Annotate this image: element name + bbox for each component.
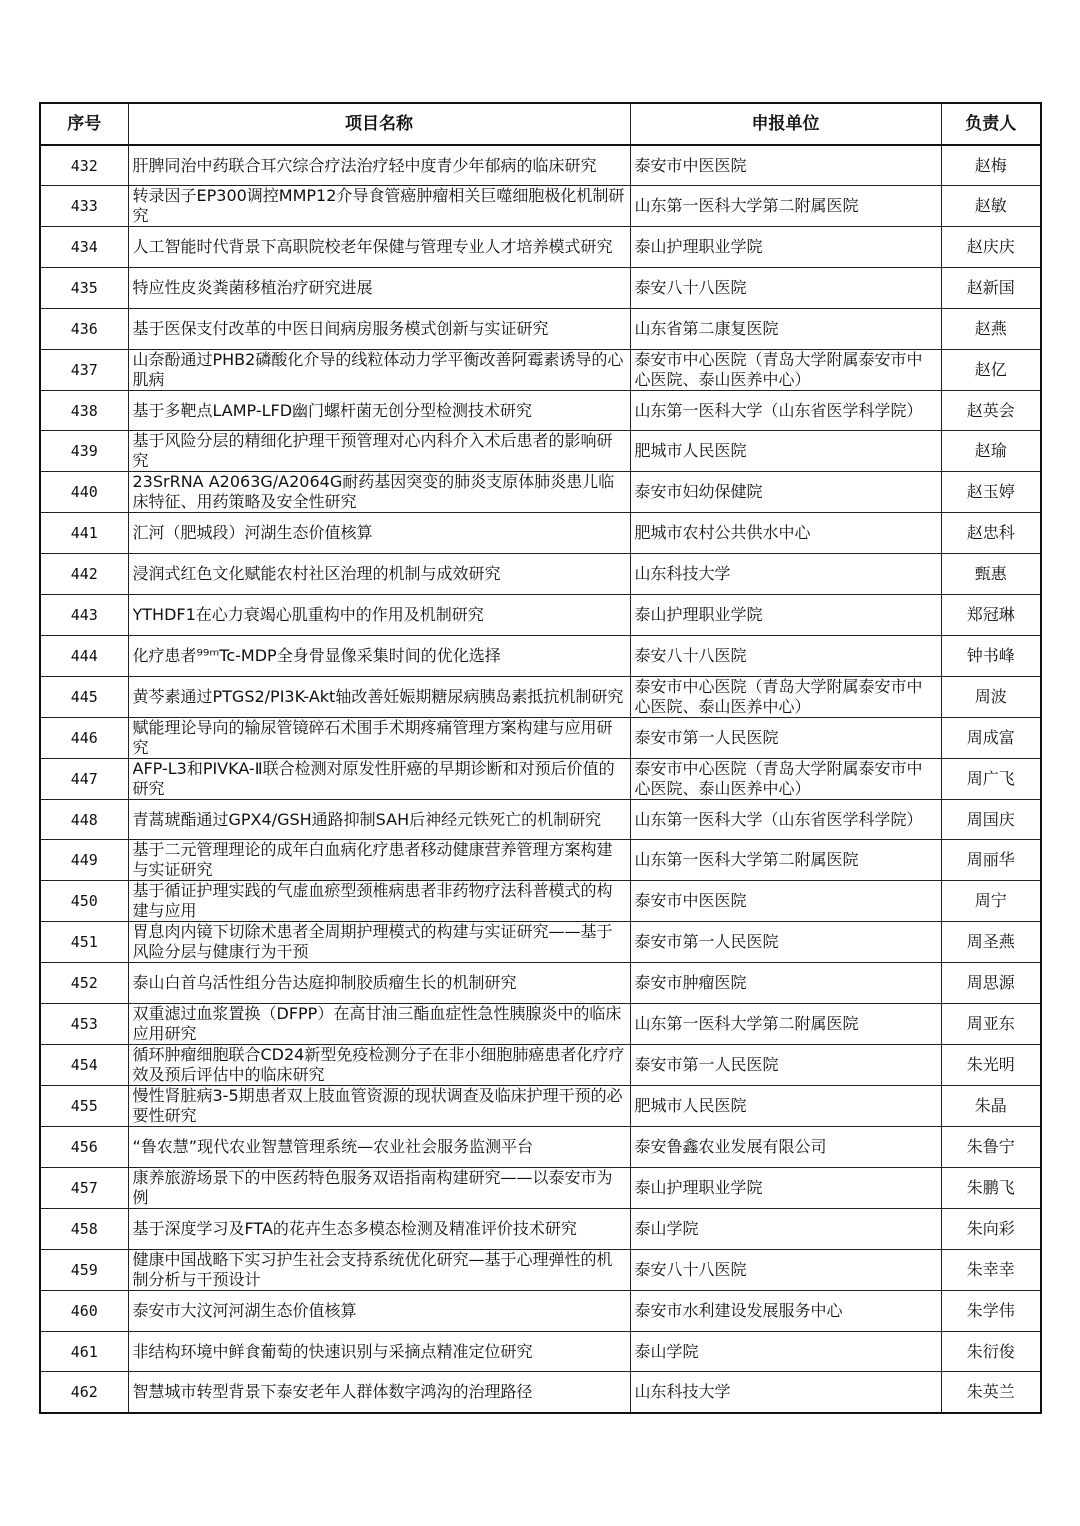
row-person-in-charge [941,227,1041,268]
row-applicant-unit-text: 泰山护理职业学院 [634,237,763,257]
row-applicant-unit-text: 泰安市第一人民医院 [634,727,779,747]
row-project-name [128,717,630,758]
row-applicant-unit [630,963,941,1004]
row-serial [40,1331,128,1372]
row-applicant-unit-text: 泰安八十八医院 [634,645,747,665]
row-person-in-charge [941,1331,1041,1372]
row-serial-text: 442 [70,565,98,584]
row-applicant-unit-text: 泰安八十八医院 [634,1259,747,1279]
row-applicant-unit [630,840,941,881]
row-serial [40,554,128,595]
row-applicant-unit [630,1209,941,1250]
table-row [40,676,1041,717]
row-person-in-charge [941,145,1041,186]
row-person-in-charge-text: 周成富 [966,727,1015,747]
row-serial [40,1372,128,1413]
row-applicant-unit-text: 泰山护理职业学院 [634,1178,763,1198]
row-serial [40,922,128,963]
row-serial-text: 457 [70,1179,98,1198]
row-serial-text: 461 [70,1342,98,1361]
row-applicant-unit [630,1086,941,1127]
row-applicant-unit [630,1372,941,1413]
row-applicant-unit [630,349,941,390]
row-project-name-text: 康养旅游场景下的中医药特色服务双语指南构建研究——以泰安市为例 [132,1168,613,1208]
row-person-in-charge-text: 赵瑜 [974,441,1007,461]
row-person-in-charge [941,1249,1041,1290]
row-serial-text: 439 [70,442,98,461]
row-serial [40,963,128,1004]
table-row [40,1290,1041,1331]
row-project-name [128,227,630,268]
row-project-name [128,1004,630,1045]
row-project-name [128,840,630,881]
row-project-name-text: 泰山白首乌活性组分告达庭抑制胶质瘤生长的机制研究 [132,973,517,993]
row-person-in-charge [941,635,1041,676]
header-applicant-unit: 申报单位 [630,103,941,145]
row-person-in-charge-text: 朱幸幸 [966,1259,1015,1279]
table-row [40,758,1041,799]
row-project-name [128,1086,630,1127]
row-project-name-text: 山奈酚通过PHB2磷酸化介导的线粒体动力学平衡改善阿霉素诱导的心肌病 [132,349,624,389]
row-project-name [128,268,630,309]
row-project-name-text: YTHDF1在心力衰竭心肌重构中的作用及机制研究 [132,604,484,624]
row-serial [40,1004,128,1045]
row-project-name [128,145,630,186]
row-applicant-unit-text: 泰安市第一人民医院 [634,1055,779,1075]
row-applicant-unit [630,1331,941,1372]
row-applicant-unit-text: 肥城市人民医院 [634,441,747,461]
row-applicant-unit [630,1127,941,1168]
row-person-in-charge [941,1372,1041,1413]
row-applicant-unit-text: 山东科技大学 [634,1382,731,1402]
row-applicant-unit-text: 泰山学院 [634,1218,699,1238]
row-serial-text: 443 [70,605,98,624]
row-applicant-unit [630,676,941,717]
row-serial-text: 449 [70,851,98,870]
row-applicant-unit [630,227,941,268]
table-row [40,963,1041,1004]
row-project-name-text: 转录因子EP300调控MMP12介导食管癌肿瘤相关巨噬细胞极化机制研究 [132,186,625,226]
row-project-name [128,186,630,227]
table-row [40,349,1041,390]
row-person-in-charge [941,840,1041,881]
row-person-in-charge-text: 朱衍俊 [966,1341,1015,1361]
header-project-name: 项目名称 [128,103,630,145]
row-serial [40,186,128,227]
row-person-in-charge [941,1086,1041,1127]
row-person-in-charge [941,758,1041,799]
table-row [40,554,1041,595]
row-project-name-text: 慢性肾脏病3-5期患者双上肢血管资源的现状调查及临床护理干预的必要性研究 [132,1086,623,1126]
row-serial-text: 436 [70,319,98,338]
row-applicant-unit-text: 泰安市妇幼保健院 [634,482,763,502]
row-serial-text: 433 [70,197,98,216]
row-applicant-unit [630,472,941,513]
row-serial [40,349,128,390]
row-serial-text: 438 [70,401,98,420]
row-serial-text: 459 [70,1260,98,1279]
table-row [40,595,1041,636]
row-person-in-charge-text: 赵新国 [966,277,1015,297]
row-person-in-charge-text: 朱晶 [974,1096,1007,1116]
row-serial [40,472,128,513]
row-person-in-charge-text: 周宁 [974,891,1007,911]
row-project-name-text: 胃息肉内镜下切除术患者全周期护理模式的构建与实证研究——基于风险分层与健康行为干预 [132,922,613,962]
row-project-name-text: “鲁农慧”现代农业智慧管理系统—农业社会服务监测平台 [132,1137,534,1157]
row-project-name [128,1372,630,1413]
row-project-name-text: 肝脾同治中药联合耳穴综合疗法治疗轻中度青少年郁病的临床研究 [132,155,597,175]
row-person-in-charge [941,1168,1041,1209]
table-row [40,1372,1041,1413]
row-person-in-charge [941,595,1041,636]
row-project-name-text: 化疗患者⁹⁹ᵐTc-MDP全身骨显像采集时间的优化选择 [132,645,501,665]
row-project-name-text: 基于深度学习及FTA的花卉生态多模态检测及精准评价技术研究 [132,1218,577,1238]
row-person-in-charge-text: 甄惠 [974,564,1007,584]
row-project-name [128,1045,630,1086]
row-serial [40,1127,128,1168]
row-person-in-charge-text: 赵英会 [966,400,1015,420]
table-row [40,472,1041,513]
table-row [40,1086,1041,1127]
row-serial-text: 453 [70,1015,98,1034]
row-person-in-charge [941,390,1041,431]
row-person-in-charge [941,717,1041,758]
row-serial [40,145,128,186]
row-serial-text: 462 [70,1383,98,1402]
row-applicant-unit-text: 山东第一医科大学第二附属医院 [634,196,859,216]
row-person-in-charge-text: 朱向彩 [966,1218,1015,1238]
row-person-in-charge-text: 周思源 [966,973,1015,993]
row-project-name-text: 智慧城市转型背景下泰安老年人群体数字鸿沟的治理路径 [132,1382,533,1402]
project-table [39,102,1042,1414]
row-serial-text: 456 [70,1138,98,1157]
row-serial [40,1045,128,1086]
row-applicant-unit [630,1290,941,1331]
row-applicant-unit [630,186,941,227]
table-row [40,1127,1041,1168]
row-person-in-charge-text: 周丽华 [966,850,1015,870]
row-serial-text: 450 [70,892,98,911]
table-row [40,635,1041,676]
row-serial [40,1290,128,1331]
row-person-in-charge-text: 赵庆庆 [966,237,1015,257]
row-person-in-charge [941,1127,1041,1168]
row-project-name-text: 循环肿瘤细胞联合CD24新型免疫检测分子在非小细胞肺癌患者化疗疗效及预后评估中的临床研究 [132,1045,625,1085]
table-row [40,431,1041,472]
row-applicant-unit-text: 山东第一医科大学第二附属医院 [634,1014,859,1034]
row-serial [40,513,128,554]
row-serial-text: 452 [70,974,98,993]
row-applicant-unit [630,513,941,554]
table-row [40,390,1041,431]
row-project-name [128,1331,630,1372]
row-applicant-unit-text: 山东省第二康复医院 [634,318,779,338]
row-project-name-text: 23SrRNA A2063G/A2064G耐药基因突变的肺炎支原体肺炎患儿临床特征、用药策略及安全性研究 [132,472,615,512]
row-serial [40,308,128,349]
row-project-name [128,799,630,840]
row-person-in-charge-text: 赵忠科 [966,523,1015,543]
row-person-in-charge-text: 郑冠琳 [966,604,1015,624]
row-serial-text: 458 [70,1219,98,1238]
row-project-name [128,349,630,390]
row-project-name [128,595,630,636]
table-row [40,799,1041,840]
table-row [40,513,1041,554]
row-applicant-unit-text: 泰安鲁鑫农业发展有限公司 [634,1137,827,1157]
header-serial: 序号 [40,103,128,145]
row-serial-text: 440 [70,483,98,502]
row-applicant-unit [630,268,941,309]
row-applicant-unit [630,799,941,840]
row-person-in-charge [941,431,1041,472]
row-applicant-unit-text: 泰安市第一人民医院 [634,932,779,952]
table-row [40,1168,1041,1209]
row-applicant-unit [630,554,941,595]
table-row [40,1249,1041,1290]
row-project-name [128,1209,630,1250]
row-person-in-charge [941,513,1041,554]
row-serial-text: 455 [70,1097,98,1116]
row-project-name-text: 人工智能时代背景下高职院校老年保健与管理专业人才培养模式研究 [132,237,613,257]
row-applicant-unit [630,922,941,963]
row-serial-text: 445 [70,687,98,706]
row-project-name [128,676,630,717]
row-applicant-unit [630,1045,941,1086]
row-applicant-unit [630,308,941,349]
row-person-in-charge-text: 周亚东 [966,1014,1015,1034]
row-applicant-unit-text: 山东科技大学 [634,564,731,584]
row-applicant-unit [630,390,941,431]
row-serial-text: 435 [70,278,98,297]
row-serial-text: 454 [70,1056,98,1075]
row-applicant-unit-text: 泰山护理职业学院 [634,604,763,624]
row-applicant-unit-text: 山东第一医科大学（山东省医学科学院） [634,400,923,420]
row-project-name-text: 基于医保支付改革的中医日间病房服务模式创新与实证研究 [132,318,549,338]
row-person-in-charge [941,554,1041,595]
table-row [40,1209,1041,1250]
table-row [40,922,1041,963]
row-project-name [128,472,630,513]
row-person-in-charge [941,676,1041,717]
row-project-name [128,635,630,676]
row-serial-text: 437 [70,360,98,379]
row-person-in-charge-text: 周国庆 [966,809,1015,829]
row-serial [40,390,128,431]
row-applicant-unit-text: 山东第一医科大学第二附属医院 [634,850,859,870]
row-person-in-charge-text: 朱鲁宁 [966,1137,1015,1157]
row-serial-text: 434 [70,238,98,257]
row-person-in-charge [941,799,1041,840]
row-person-in-charge-text: 赵玉婷 [966,482,1015,502]
row-serial [40,676,128,717]
row-project-name [128,758,630,799]
row-serial [40,595,128,636]
row-project-name-text: 基于二元管理理论的成年白血病化疗患者移动健康营养管理方案构建与实证研究 [132,840,613,880]
row-serial [40,717,128,758]
row-person-in-charge [941,349,1041,390]
row-project-name-text: 黄芩素通过PTGS2/PI3K-Akt轴改善妊娠期糖尿病胰岛素抵抗机制研究 [132,686,624,706]
row-serial-text: 446 [70,728,98,747]
row-person-in-charge-text: 周波 [974,686,1007,706]
row-project-name-text: 泰安市大汶河河湖生态价值核算 [132,1300,357,1320]
row-serial [40,1086,128,1127]
row-project-name-text: 特应性皮炎粪菌移植治疗研究进展 [132,277,373,297]
table-row [40,268,1041,309]
row-applicant-unit [630,595,941,636]
row-person-in-charge [941,472,1041,513]
row-person-in-charge [941,963,1041,1004]
row-project-name-text: 汇河（肥城段）河湖生态价值核算 [132,523,373,543]
row-person-in-charge [941,1004,1041,1045]
row-applicant-unit [630,635,941,676]
row-project-name [128,308,630,349]
row-serial [40,635,128,676]
table-row [40,881,1041,922]
row-person-in-charge-text: 赵燕 [974,318,1007,338]
row-serial [40,799,128,840]
row-serial-text: 432 [70,156,98,175]
row-serial [40,840,128,881]
row-applicant-unit-text: 泰安市中心医院（青岛大学附属泰安市中心医院、泰山医养中心） [634,676,923,716]
row-person-in-charge-text: 赵敏 [974,196,1007,216]
row-applicant-unit-text: 肥城市人民医院 [634,1096,747,1116]
row-applicant-unit-text: 泰安市中医医院 [634,891,747,911]
row-serial-text: 444 [70,646,98,665]
row-person-in-charge [941,1290,1041,1331]
row-serial [40,227,128,268]
row-person-in-charge [941,268,1041,309]
table-row [40,1004,1041,1045]
row-project-name-text: 青蒿琥酯通过GPX4/GSH通路抑制SAH后神经元铁死亡的机制研究 [132,809,602,829]
row-project-name [128,1127,630,1168]
row-applicant-unit [630,881,941,922]
row-serial [40,1168,128,1209]
row-applicant-unit-text: 山东第一医科大学（山东省医学科学院） [634,809,923,829]
table-row [40,186,1041,227]
row-person-in-charge-text: 朱鹏飞 [966,1178,1015,1198]
row-person-in-charge-text: 周广飞 [966,768,1015,788]
row-person-in-charge [941,922,1041,963]
row-project-name-text: AFP-L3和PIVKA-Ⅱ联合检测对原发性肝癌的早期诊断和对预后价值的研究 [132,758,615,798]
row-serial [40,758,128,799]
row-applicant-unit-text: 泰安市中心医院（青岛大学附属泰安市中心医院、泰山医养中心） [634,758,923,798]
row-project-name-text: 基于循证护理实践的气虚血瘀型颈椎病患者非药物疗法科普模式的构建与应用 [132,881,613,921]
row-project-name-text: 浸润式红色文化赋能农村社区治理的机制与成效研究 [132,564,501,584]
row-applicant-unit [630,145,941,186]
row-project-name [128,1168,630,1209]
row-applicant-unit-text: 泰安八十八医院 [634,277,747,297]
table-row [40,1045,1041,1086]
row-applicant-unit-text: 泰安市肿瘤医院 [634,973,747,993]
row-project-name-text: 双重滤过血浆置换（DFPP）在高甘油三酯血症性急性胰腺炎中的临床应用研究 [132,1004,622,1044]
row-person-in-charge [941,1209,1041,1250]
row-serial [40,881,128,922]
row-project-name [128,390,630,431]
row-person-in-charge [941,186,1041,227]
row-project-name-text: 基于多靶点LAMP-LFD幽门螺杆菌无创分型检测技术研究 [132,400,533,420]
row-person-in-charge-text: 周圣燕 [966,932,1015,952]
row-serial-text: 447 [70,769,98,788]
row-project-name-text: 健康中国战略下实习护生社会支持系统优化研究—基于心理弹性的机制分析与干预设计 [132,1249,613,1289]
table-row [40,717,1041,758]
row-person-in-charge-text: 赵梅 [974,155,1007,175]
row-project-name [128,922,630,963]
row-applicant-unit [630,717,941,758]
table-row [40,308,1041,349]
row-project-name [128,1249,630,1290]
row-project-name [128,881,630,922]
row-project-name [128,963,630,1004]
row-person-in-charge [941,1045,1041,1086]
row-project-name-text: 基于风险分层的精细化护理干预管理对心内科介入术后患者的影响研究 [132,431,613,471]
table-row [40,1331,1041,1372]
row-project-name-text: 赋能理论导向的输尿管镜碎石术围手术期疼痛管理方案构建与应用研究 [132,717,613,757]
table-row [40,227,1041,268]
row-applicant-unit-text: 泰山学院 [634,1341,699,1361]
row-serial-text: 460 [70,1301,98,1320]
row-serial [40,1249,128,1290]
row-applicant-unit [630,1249,941,1290]
row-person-in-charge-text: 赵亿 [974,359,1007,379]
row-serial [40,431,128,472]
row-applicant-unit-text: 泰安市水利建设发展服务中心 [634,1300,843,1320]
row-person-in-charge-text: 朱光明 [966,1055,1015,1075]
row-applicant-unit [630,431,941,472]
row-applicant-unit-text: 泰安市中心医院（青岛大学附属泰安市中心医院、泰山医养中心） [634,349,923,389]
row-serial [40,1209,128,1250]
row-applicant-unit [630,1004,941,1045]
row-applicant-unit-text: 肥城市农村公共供水中心 [634,523,811,543]
row-applicant-unit [630,758,941,799]
row-person-in-charge-text: 钟书峰 [966,645,1015,665]
row-project-name [128,431,630,472]
row-person-in-charge-text: 朱英兰 [966,1382,1015,1402]
row-person-in-charge [941,308,1041,349]
row-applicant-unit [630,1168,941,1209]
row-serial [40,268,128,309]
table-row [40,840,1041,881]
row-serial-text: 451 [70,933,98,952]
table-row [40,145,1041,186]
row-person-in-charge-text: 朱学伟 [966,1300,1015,1320]
row-applicant-unit-text: 泰安市中医医院 [634,155,747,175]
row-project-name-text: 非结构环境中鲜食葡萄的快速识别与采摘点精准定位研究 [132,1341,533,1361]
row-project-name [128,513,630,554]
row-project-name [128,554,630,595]
row-project-name [128,1290,630,1331]
row-person-in-charge [941,881,1041,922]
header-person-in-charge: 负责人 [941,103,1041,145]
row-serial-text: 441 [70,524,98,543]
table-header-row [40,103,1041,145]
row-serial-text: 448 [70,810,98,829]
